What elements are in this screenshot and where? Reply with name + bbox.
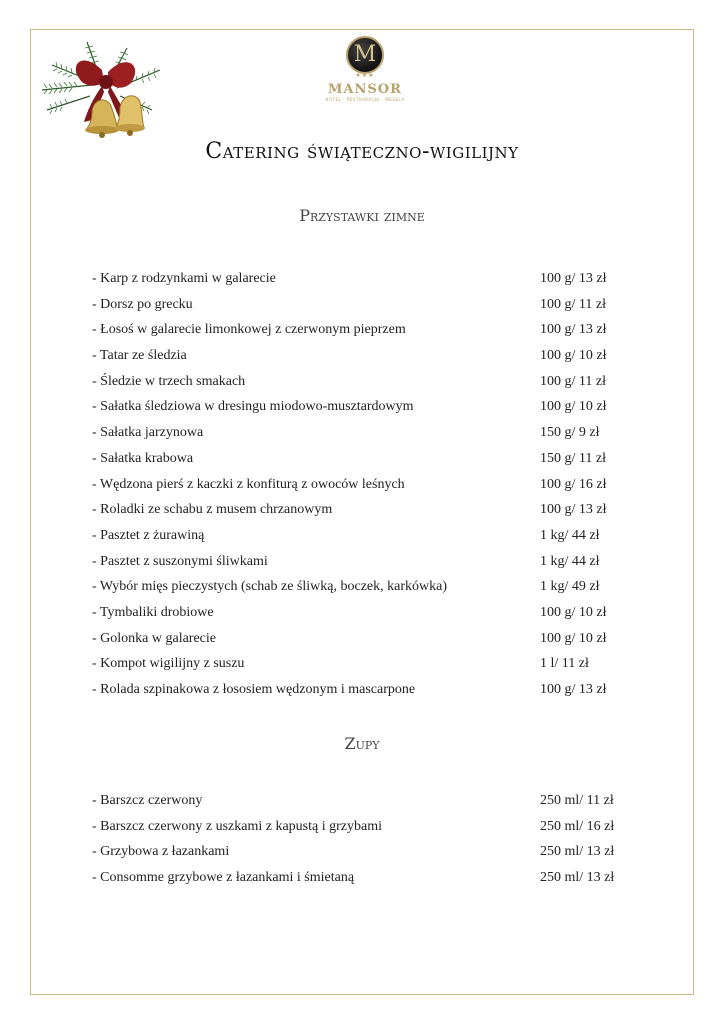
item-name: - Consomme grzybowe z łazankami i śmietaną [92, 870, 355, 886]
menu-item [92, 266, 652, 292]
item-name: - Sałatka krabowa [92, 450, 194, 466]
menu-item [92, 317, 652, 343]
item-price: 250 ml/ 13 zł [540, 844, 615, 860]
item-name: - Karp z rodzynkami w galarecie [92, 271, 276, 286]
logo-stars: ★★★ [355, 72, 375, 79]
item-price: 100 g/ 10 zł [540, 604, 607, 620]
menu-item [92, 497, 652, 523]
section-title-zupy: Zupy [344, 734, 380, 753]
menu-item [92, 788, 652, 814]
item-name: - Tatar ze śledzia [92, 348, 187, 364]
item-price: 1 kg/ 44 zł [540, 553, 600, 569]
menu-item [92, 839, 652, 865]
menu-item [92, 369, 652, 395]
item-name: - Roladki ze schabu z musem chrzanowym [92, 502, 333, 518]
menu-item [92, 865, 652, 891]
item-name: - Wędzona pierś z kaczki z konfiturą z owoców leśnych [92, 476, 405, 492]
christmas-bells-icon [32, 30, 172, 150]
item-price: 100 g/ 16 zł [540, 476, 607, 492]
item-name: - Golonka w galarecie [92, 630, 216, 646]
item-price: 100 g/ 13 zł [540, 271, 607, 286]
item-name: - Sałatka śledziowa w dresingu miodowo-musztardowym [92, 399, 414, 415]
item-name: - Barszcz czerwony z uszkami z kapustą i grzybami [92, 818, 382, 834]
item-price: 100 g/ 11 zł [540, 373, 606, 389]
mansor-logo [322, 36, 408, 106]
menu-item [92, 394, 652, 420]
item-price: 100 g/ 10 zł [540, 399, 607, 415]
menu-item [92, 574, 652, 600]
item-price: 100 g/ 13 zł [540, 502, 607, 518]
item-name: - Pasztet z żurawiną [92, 527, 205, 543]
item-price: 250 ml/ 13 zł [540, 870, 615, 886]
item-name: - Łosoś w galarecie limonkowej z czerwonym pieprzem [92, 322, 406, 338]
item-price: 1 l/ 11 zł [540, 656, 589, 672]
item-price: 250 ml/ 11 zł [540, 793, 614, 808]
menu-item [92, 472, 652, 498]
menu-item [92, 677, 652, 703]
item-price: 100 g/ 11 zł [540, 296, 606, 312]
logo-emblem [346, 36, 384, 74]
menu-item [92, 420, 652, 446]
item-price: 1 kg/ 49 zł [540, 579, 600, 595]
item-name: - Kompot wigilijny z suszu [92, 656, 245, 672]
menu-item [92, 292, 652, 318]
item-name: - Rolada szpinakowa z łososiem wędzonym i mascarpone [92, 682, 416, 697]
item-price: 150 g/ 11 zł [540, 450, 606, 466]
menu-item [92, 549, 652, 575]
item-price: 100 g/ 10 zł [540, 630, 607, 646]
menu-item [92, 600, 652, 626]
menu-list-zupy [92, 788, 652, 891]
item-price: 250 ml/ 16 zł [540, 818, 615, 834]
item-name: - Śledzie w trzech smakach [92, 373, 246, 389]
menu-item [92, 626, 652, 652]
item-name: - Wybór mięs pieczystych (schab ze śliwką, boczek, karkówka) [92, 579, 447, 595]
item-price: 100 g/ 10 zł [540, 348, 607, 364]
item-price: 100 g/ 13 zł [540, 322, 607, 338]
menu-item [92, 523, 652, 549]
item-name: - Sałatka jarzynowa [92, 425, 204, 441]
item-name: - Grzybowa z łazankami [92, 844, 230, 860]
logo-letter: M [353, 42, 377, 67]
item-price: 1 kg/ 44 zł [540, 527, 600, 543]
menu-item [92, 814, 652, 840]
item-price: 150 g/ 9 zł [540, 425, 600, 441]
menu-item [92, 446, 652, 472]
menu-item [92, 343, 652, 369]
item-name: - Dorsz po grecku [92, 296, 193, 312]
logo-tagline: HOTEL · RESTAURACJA · WESELA [325, 97, 405, 102]
menu-item [92, 651, 652, 677]
page-title: Catering świąteczno-wigilijny [205, 139, 519, 164]
item-name: - Barszcz czerwony [92, 793, 203, 808]
menu-list-przystawki [92, 266, 652, 703]
item-name: - Pasztet z suszonymi śliwkami [92, 553, 268, 569]
section-title-przystawki: Przystawki zimne [299, 206, 425, 225]
logo-name: MANSOR [328, 82, 402, 97]
item-name: - Tymbaliki drobiowe [92, 604, 214, 620]
item-price: 100 g/ 13 zł [540, 682, 607, 697]
